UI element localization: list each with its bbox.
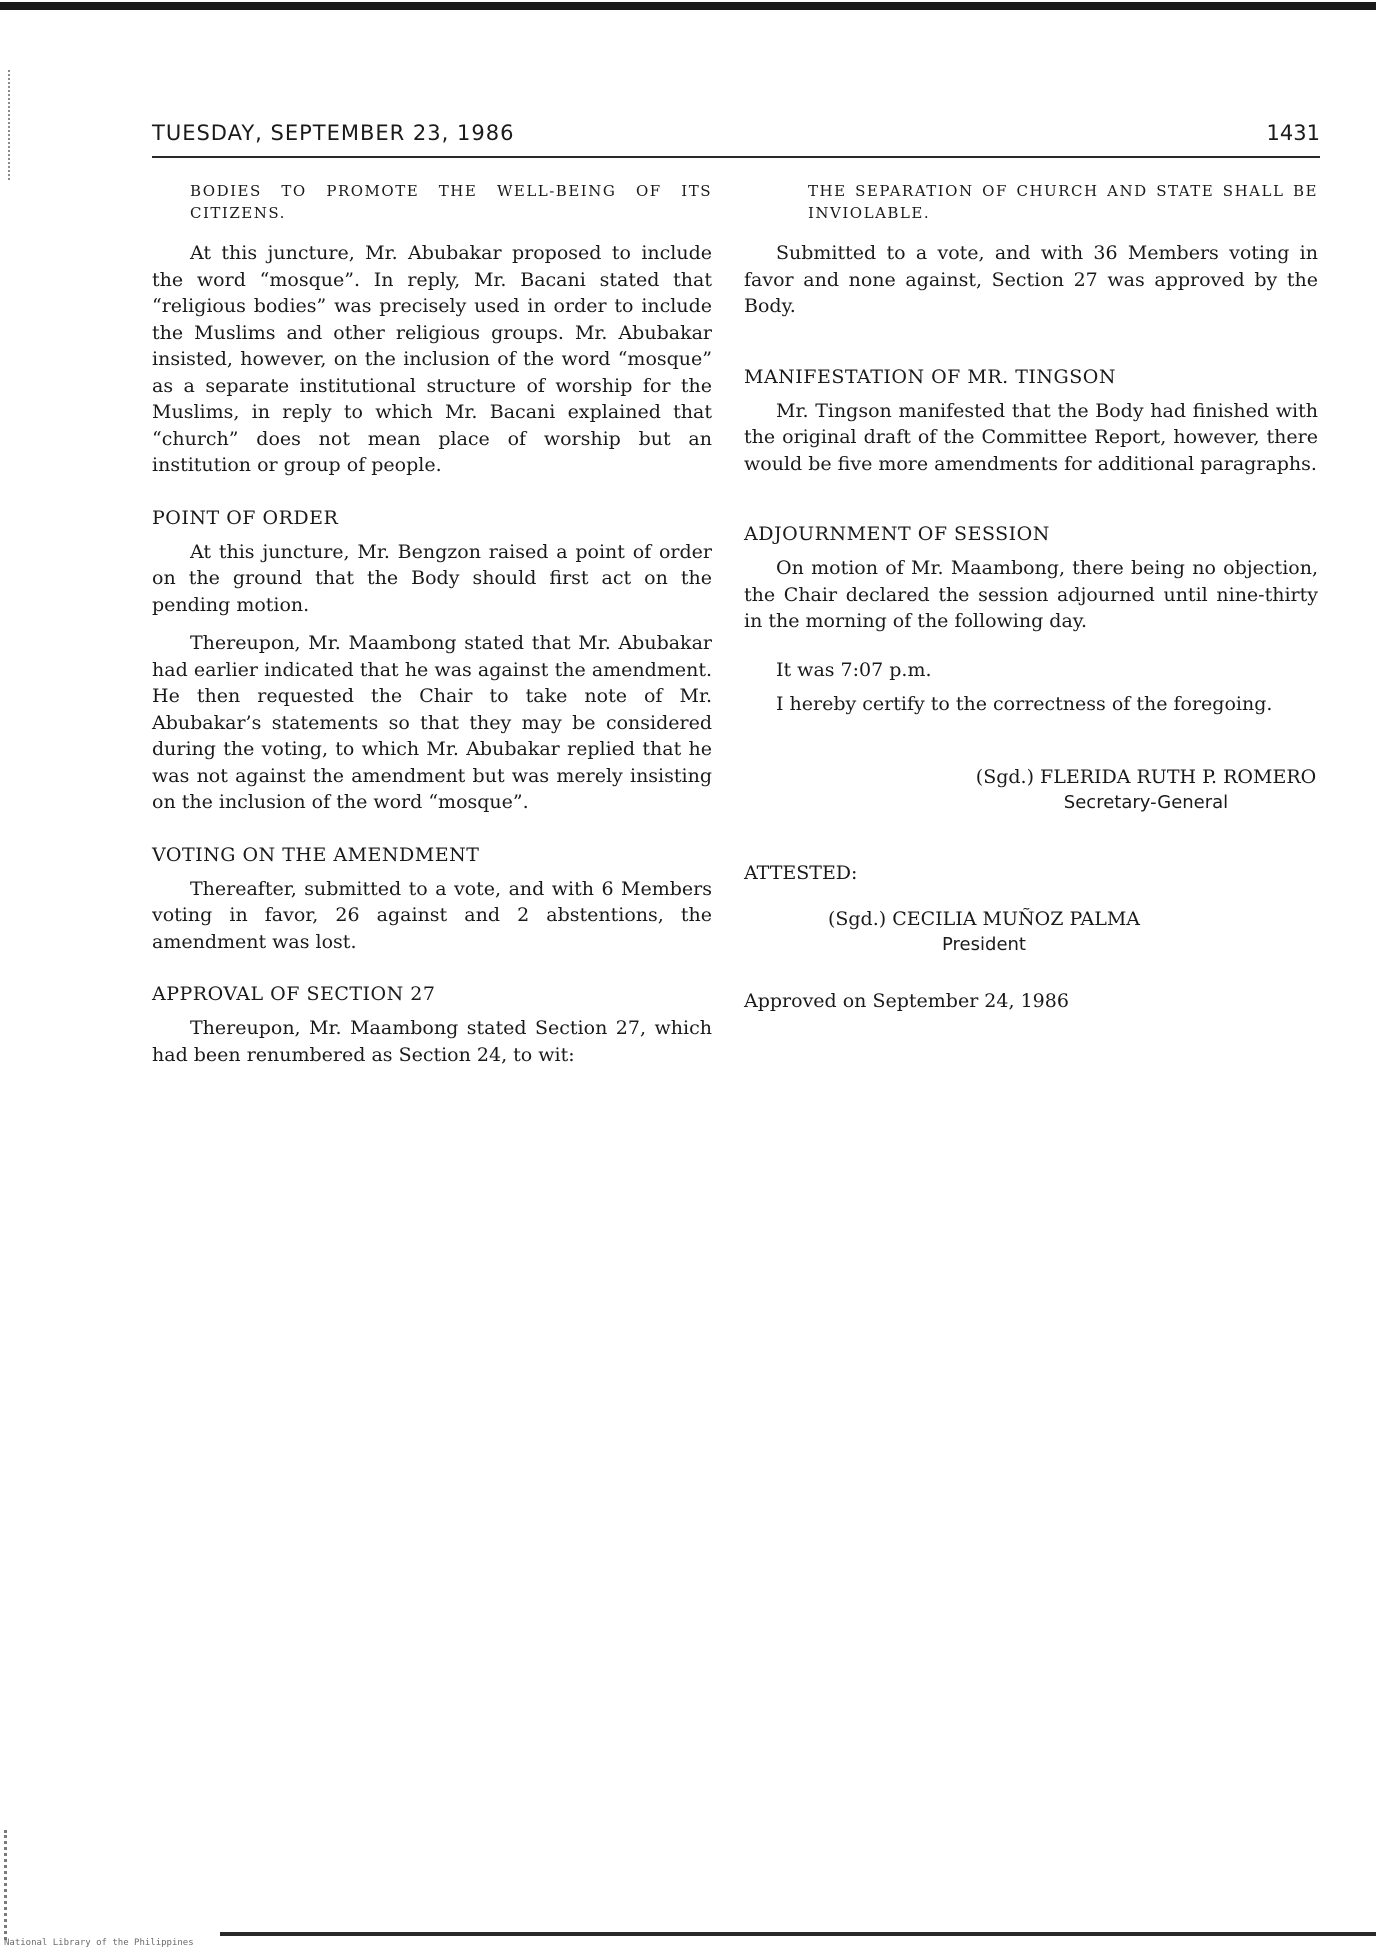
page-header [152,118,1320,158]
paragraph-tingson-manifestation: Mr. Tingson manifested that the Body had finished with the original draft of the Committee Report, however, there would be five more amendments for additional paragraphs. [744,399,1318,475]
continuation-quote-right: THE SEPARATION OF CHURCH AND STATE SHALL BE INVIOLABLE. [808,182,1318,222]
heading-approval-section-27: APPROVAL OF SECTION 27 [152,983,436,1005]
paragraph-section-27-statement: Thereupon, Mr. Maambong stated Section 27, which had been renumbered as Section 24, to wit: [152,1017,712,1066]
paragraph-maambong-statement: Thereupon, Mr. Maambong stated that Mr. Abubakar had earlier indicated that he was against the amendment. He then requested the Chair to take note of Mr. Abubakar’s statements so that they may be considered during the voting, to which Mr. Abubakar replied that he was not against the amendment but was merely insisting on the inclusion of the word “mosque”. [152,632,712,813]
page-number: 1431 [1266,121,1320,145]
time-of-adjournment: It was 7:07 p.m. [776,658,932,681]
certification-statement: I hereby certify to the correctness of the foregoing. [776,693,1273,715]
signatory-title-romero: Secretary-General [1063,791,1229,813]
paragraph-bengzon-point-of-order: At this juncture, Mr. Bengzon raised a point of order on the ground that the Body should first act on the pending motion. [152,540,712,616]
paragraph-vote-result: Thereafter, submitted to a vote, and with 6 Members voting in favor, 26 against and 2 abstentions, the amendment was lost. [152,877,712,953]
signature-block-romero [974,764,1318,816]
top-scan-border [0,2,1376,10]
running-head-date: TUESDAY, SEPTEMBER 23, 1986 [152,121,515,145]
signatory-name-palma: (Sgd.) CECILIA MUÑOZ PALMA [827,908,1141,930]
paragraph-section-27-approved: Submitted to a vote, and with 36 Members voting in favor and none against, Section 27 was approved by the Body. [744,242,1318,317]
approval-date-line: Approved on September 24, 1986 [744,990,1069,1012]
attested-label: ATTESTED: [744,861,858,884]
left-column [152,180,712,1080]
signatory-name-romero: (Sgd.) FLERIDA RUTH P. ROMERO [975,765,1317,788]
signatory-title-palma: President [942,934,1026,955]
scan-credit-text: National Library of the Philippines [4,1938,194,1948]
heading-adjournment: ADJOURNMENT OF SESSION [744,523,1050,545]
paragraph-abubakar-mosque: At this juncture, Mr. Abubakar proposed to include the word “mosque”. In reply, Mr. Bacani stated that “religious bodies” was precisely used in order to include the Muslims and other religious groups. Mr. Abubakar insisted, however, on the inclusion of the word “mosque” as a separate institutional structure of worship for the Muslims, in reply to which Mr. Bacani explained that “church” does not mean place of worship but an institution or group of people. [152,242,712,476]
heading-point-of-order: POINT OF ORDER [152,506,339,529]
bottom-scan-border [220,1932,1376,1936]
right-column [744,180,1318,1015]
heading-voting-on-amendment: VOTING ON THE AMENDMENT [152,843,480,866]
continuation-quote-left: BODIES TO PROMOTE THE WELL-BEING OF ITS CITIZENS. [190,182,712,222]
scan-margin-marks [8,70,30,180]
signature-block-palma [744,906,1224,958]
heading-manifestation-tingson: MANIFESTATION OF MR. TINGSON [744,365,1116,388]
scan-edge-noise [4,1830,29,1940]
paragraph-adjournment-motion: On motion of Mr. Maambong, there being no objection, the Chair declared the session adjourned until nine-thirty in the morning of the following day. [744,557,1318,632]
